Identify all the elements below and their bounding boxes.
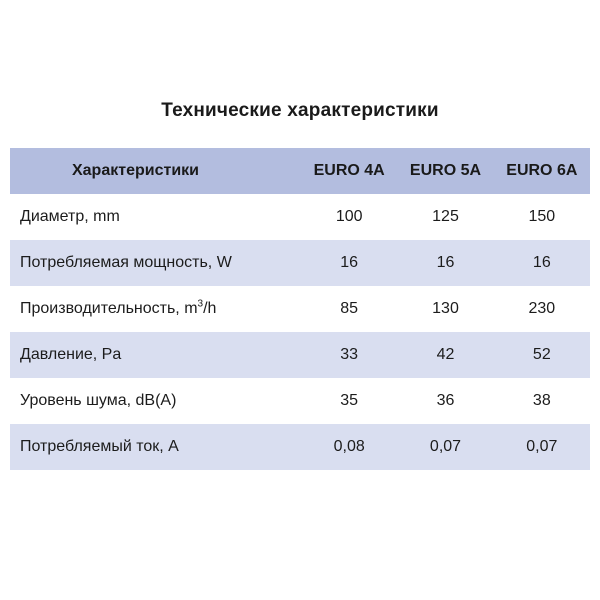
header-characteristics: Характеристики xyxy=(10,148,301,194)
cell-value: 150 xyxy=(494,194,590,240)
cell-value: 0,07 xyxy=(494,424,590,470)
cell-value: 16 xyxy=(301,240,397,286)
row-label-text: Производительность, m xyxy=(20,300,198,317)
specs-table xyxy=(10,148,590,470)
cell-value: 52 xyxy=(494,332,590,378)
cell-value: 0,07 xyxy=(397,424,493,470)
cell-value: 0,08 xyxy=(301,424,397,470)
table-row xyxy=(10,378,590,424)
cell-value: 125 xyxy=(397,194,493,240)
row-label: Потребляемый ток, A xyxy=(10,424,301,470)
superscript-3: 3 xyxy=(197,298,204,310)
header-model: EURO 4A xyxy=(301,148,397,194)
cell-value: 36 xyxy=(397,378,493,424)
table-row xyxy=(10,240,590,286)
page-title: Технические характеристики xyxy=(161,100,439,121)
cell-value: 16 xyxy=(494,240,590,286)
row-label-suffix: /h xyxy=(203,300,217,317)
row-label: Диаметр, mm xyxy=(10,194,301,240)
cell-value: 35 xyxy=(301,378,397,424)
table-row xyxy=(10,194,590,240)
cell-value: 33 xyxy=(301,332,397,378)
row-label: Уровень шума, dB(A) xyxy=(10,378,301,424)
header-model: EURO 6A xyxy=(494,148,590,194)
row-label: Давление, Pa xyxy=(10,332,301,378)
header-model: EURO 5A xyxy=(397,148,493,194)
cell-value: 42 xyxy=(397,332,493,378)
cell-value: 85 xyxy=(301,286,397,332)
row-label xyxy=(10,286,301,332)
row-label: Потребляемая мощность, W xyxy=(10,240,301,286)
cell-value: 230 xyxy=(494,286,590,332)
table-row xyxy=(10,424,590,470)
cell-value: 130 xyxy=(397,286,493,332)
cell-value: 100 xyxy=(301,194,397,240)
table-row xyxy=(10,286,590,332)
cell-value: 38 xyxy=(494,378,590,424)
table-header-row xyxy=(10,148,590,194)
table-row xyxy=(10,332,590,378)
cell-value: 16 xyxy=(397,240,493,286)
